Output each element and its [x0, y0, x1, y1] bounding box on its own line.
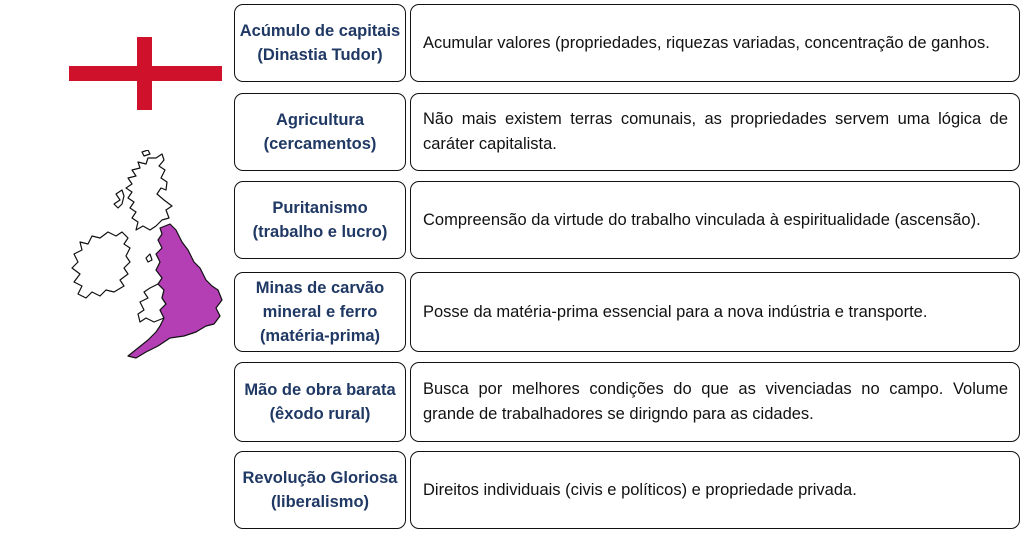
- scotland-outline: [126, 154, 172, 230]
- label-box: [234, 181, 406, 259]
- england-region: [128, 224, 222, 358]
- british-isles-map-icon: [66, 150, 246, 362]
- label-text: Puritanismo (trabalho e lucro): [252, 199, 388, 241]
- description-box: [410, 362, 1020, 442]
- description-text: Busca por melhores condições do que as vivenciadas no campo. Volume grande de trabalhadores se dirigndo para as cidades.: [423, 380, 1008, 423]
- description-box: [410, 4, 1020, 82]
- description-text: Direitos individuais (civis e políticos) e propriedade privada.: [423, 480, 857, 499]
- flag-cross-vertical: [137, 37, 152, 110]
- wales-outline: [138, 284, 166, 322]
- description-box: [410, 272, 1020, 352]
- label-text: Agricultura (cercamentos): [263, 111, 377, 153]
- description-text: Posse da matéria-prima essencial para a nova indústria e transporte.: [423, 302, 928, 321]
- england-flag-cross-icon: [69, 37, 222, 110]
- description-text: Não mais existem terras comunais, as propriedades servem uma lógica de caráter capitalista.: [423, 110, 1008, 153]
- label-box: [234, 93, 406, 171]
- label-text: Revolução Gloriosa (liberalismo): [242, 469, 398, 511]
- ireland-outline: [72, 232, 130, 298]
- label-box: [234, 4, 406, 82]
- description-box: [410, 93, 1020, 171]
- description-text: Compreensão da virtude do trabalho vinculada à espiritualidade (ascensão).: [423, 210, 981, 229]
- label-text: Minas de carvão mineral e ferro (matéria-prima): [255, 279, 385, 345]
- description-box: [410, 451, 1020, 529]
- description-box: [410, 181, 1020, 259]
- label-box: [234, 451, 406, 529]
- label-text: Acúmulo de capitais (Dinastia Tudor): [239, 22, 401, 64]
- label-box: [234, 362, 406, 442]
- label-text: Mão de obra barata (êxodo rural): [244, 381, 396, 423]
- description-text: Acumular valores (propriedades, riquezas variadas, concentração de ganhos.: [423, 33, 990, 52]
- label-box: [234, 272, 406, 352]
